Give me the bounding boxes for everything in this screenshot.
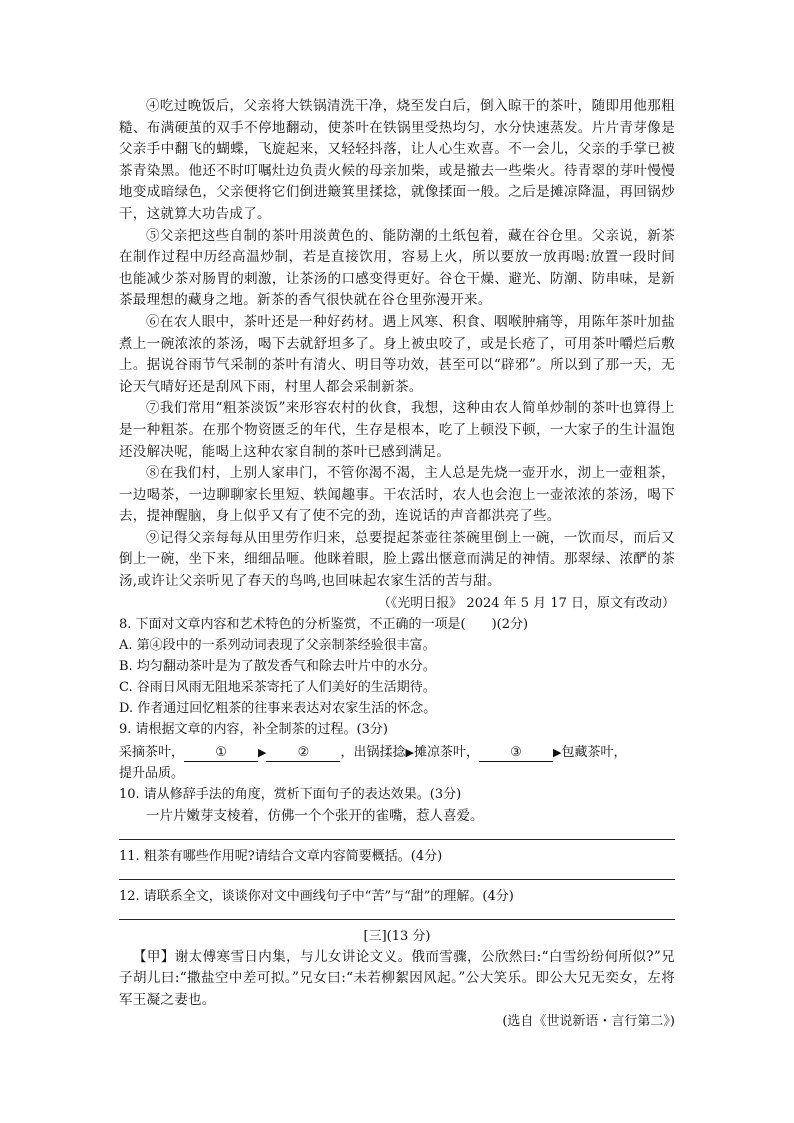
process-end: 包藏茶叶，: [561, 744, 627, 760]
question-9: [119, 719, 675, 784]
question-11: [119, 846, 675, 880]
question-8-stem: 8. 下面对文章内容和艺术特色的分析鉴赏，不正确的一项是( )(2分): [119, 616, 529, 632]
answer-blank-1[interactable]: ①: [184, 745, 258, 762]
question-8-option-d: D. 作者通过回忆粗茶的往事来表达对农家生活的怀念。: [119, 700, 437, 716]
arrow-icon: ▶: [552, 745, 562, 759]
document-page: [119, 96, 675, 1032]
section-3-passage: 【甲】谢太傅寒雪日内集，与儿女讲论文义。俄而雪骤，公欣然曰:“白雪纷纷何所似?”兄子胡儿曰:“撒盐空中差可拟。”兄女曰:“未若柳絮因风起。”公大笑乐。即公大兄无奕女，左将军王凝之妻也。: [119, 948, 675, 1008]
arrow-icon: ▶: [405, 745, 414, 759]
article-source: （《光明日报》 2024 年 5 月 17 日，原文有改动）: [377, 595, 675, 611]
question-8-option-c: C. 谷雨日风雨无阻地采茶寄托了人们美好的生活期待。: [119, 679, 436, 695]
arrow-icon: ▶: [258, 745, 267, 759]
process-start: 采摘茶叶，: [119, 744, 185, 760]
answer-line[interactable]: [119, 839, 675, 840]
paragraph-7: ⑦我们常用“粗茶淡饭”来形容农村的伙食，我想，这种由农人简单炒制的茶叶也算得上是一种粗茶。在那个物资匮乏的年代，生存是根本，吃了上顿没下顿，一大家子的生计温饱还没解决呢，能喝上这种农家自制的茶叶已感到满足。: [119, 400, 675, 460]
question-9-process: [119, 742, 675, 763]
process-mid2: 摊凉茶叶，: [413, 744, 479, 760]
question-8-option-b: B. 均匀翻动茶叶是为了散发香气和除去叶片中的水分。: [119, 658, 436, 674]
paragraph-4: ④吃过晚饭后，父亲将大铁锅清洗干净，烧至发白后，倒入晾干的茶叶，随即用他那粗糙、布满硬茧的双手不停地翻动，使茶叶在铁锅里受热均匀，水分快速蒸发。片片青芽像是父亲手中翻飞的蝴蝶，飞旋起来，又轻轻抖落，让人心生欢喜。不一会儿，父亲的手掌已被茶青染黑。他还不时叮嘱灶边负责火候的母亲加柴，或是撤去一些柴火。待青翠的芽叶慢慢地变成暗绿色，父亲便将它们倒进簸箕里揉捻，就像揉面一般。之后是摊凉降温，再回锅炒干，这就算大功告成了。: [119, 98, 675, 222]
question-10-sentence: 一片片嫩芽支棱着，仿佛一个个张开的雀嘴，惹人喜爱。: [146, 807, 484, 824]
question-12: [119, 886, 675, 920]
section-3-title: [三](13 分): [363, 928, 431, 944]
question-8: [119, 614, 675, 719]
answer-blank-3[interactable]: ③: [479, 745, 553, 762]
question-11-stem: 11. 粗茶有哪些作用呢?请结合文章内容简要概括。(4分): [119, 848, 443, 864]
paragraph-8: ⑧在我们村，上别人家串门，不管你渴不渴，主人总是先烧一壶开水，沏上一壶粗茶，一边喝茶，一边聊聊家长里短、轶闻趣事。干农活时，农人也会泡上一壶浓浓的茶汤，喝下去，提神醒脑，身上似乎又有了使不完的劲，连说话的声音都洪亮了些。: [119, 465, 675, 525]
paragraph-5: ⑤父亲把这些自制的茶叶用淡黄色的、能防潮的土纸包着，藏在谷仓里。父亲说，新茶在制作过程中历经高温炒制，若是直接饮用，容易上火，所以要放一放再喝:放置一段时间也能减少茶对肠胃的刺激，让茶汤的口感变得更好。谷仓干燥、避光、防潮、防串味，是新茶最理想的藏身之地。新茶的香气很快就在谷仓里弥漫开来。: [119, 227, 675, 309]
process-mid: ，出锅揉捻: [340, 744, 406, 760]
question-8-option-a: A. 第④段中的一系列动词表现了父亲制茶经验很丰富。: [119, 637, 436, 653]
section-3-source: (选自《世说新语・言行第二》): [502, 1014, 675, 1030]
paragraph-9: ⑨记得父亲每每从田里劳作归来，总要提起茶壶往茶碗里倒上一碗，一饮而尽，而后又倒上一碗，坐下来，细细品咂。他眯着眼，脸上露出惬意而满足的神情。那翠绿、浓酽的茶汤,或许让父亲听见了春天的鸟鸣,也回味起农家生活的苦与甜。: [119, 529, 675, 590]
question-9-stem: 9. 请根据文章的内容，补全制茶的过程。(3分): [119, 721, 388, 737]
question-10: [119, 784, 675, 840]
answer-line[interactable]: [119, 879, 675, 880]
question-10-stem: 10. 请从修辞手法的角度，赏析下面句子的表达效果。(3分): [119, 786, 462, 802]
process-tail: 提升品质。: [119, 765, 185, 781]
answer-blank-2[interactable]: ②: [266, 745, 340, 762]
section-3: [119, 926, 675, 1033]
paragraph-6: ⑥在农人眼中，茶叶还是一种好药材。遇上风寒、积食、咽喉肿痛等，用陈年茶叶加盐煮上一碗浓浓的茶汤，喝下去就舒坦多了。身上被虫咬了，或是长疮了，可用茶叶嚼烂后敷上。据说谷雨节气采制的茶叶有清火、明目等功效，甚至可以“辟邪”。所以到了那一天，无论天气晴好还是刮风下雨，村里人都会采制新茶。: [119, 313, 675, 395]
answer-line[interactable]: [119, 919, 675, 920]
question-12-stem: 12. 请联系全文，谈谈你对文中画线句子中“苦”与“甜”的理解。(4分): [119, 888, 514, 904]
